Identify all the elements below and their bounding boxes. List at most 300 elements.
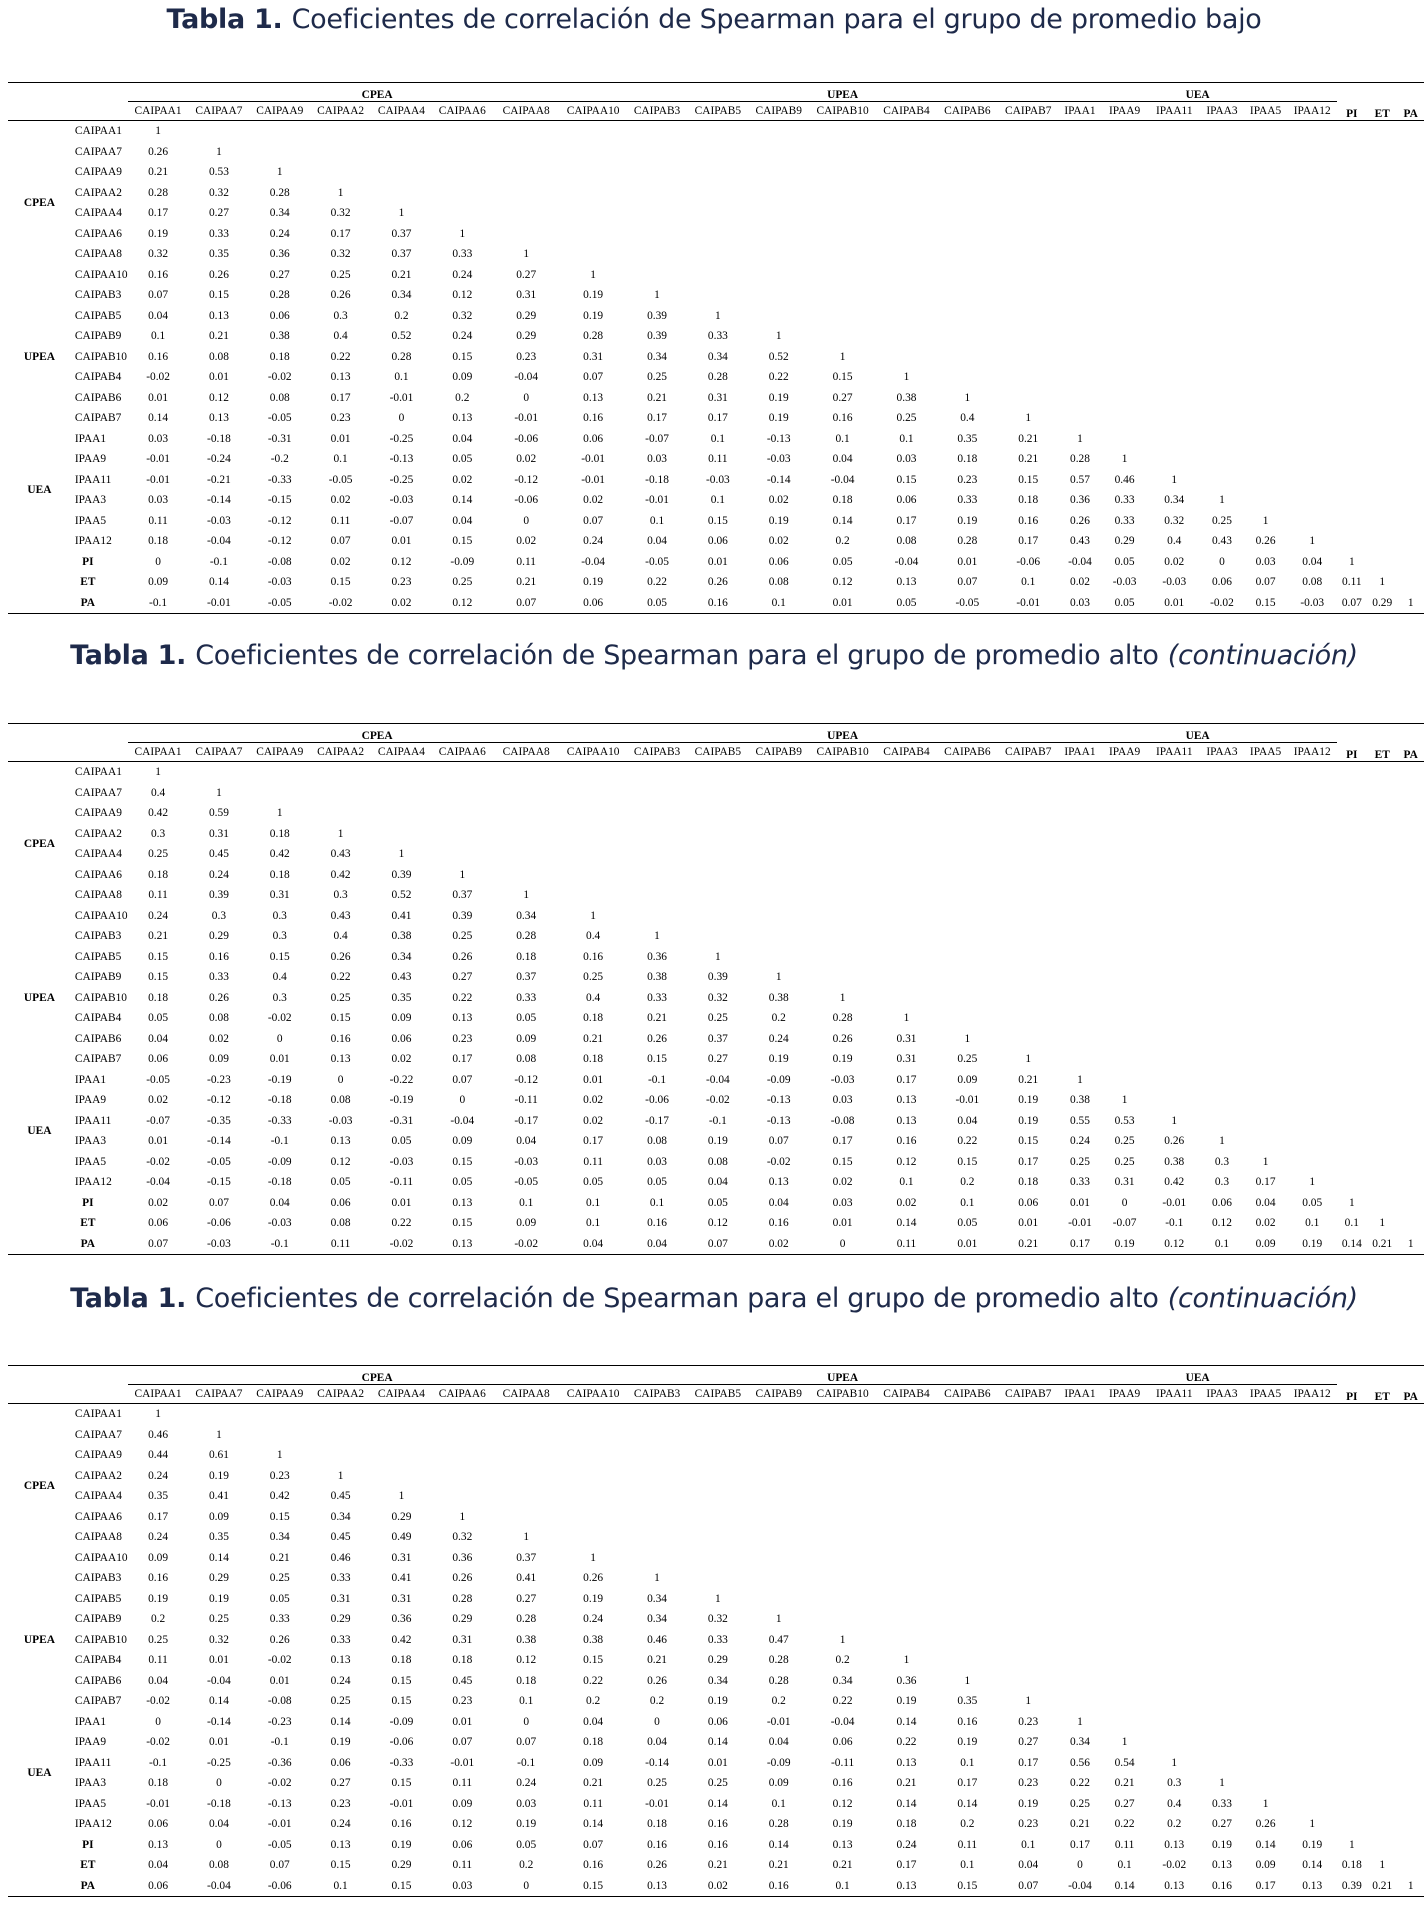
table-cell: 1 xyxy=(1379,1217,1386,1230)
table-cell: 0.07 xyxy=(128,1234,189,1255)
table-row xyxy=(8,162,1424,183)
table-cell: 0.12 xyxy=(432,593,493,614)
table-cell xyxy=(1337,1753,1367,1774)
table-cell: 0.26 xyxy=(1164,1135,1185,1148)
table-cell: 0.06 xyxy=(148,1818,169,1831)
table-cell xyxy=(1288,1712,1337,1733)
table-cell: 0.03 xyxy=(148,432,169,445)
table-cell: 0.2 xyxy=(150,1613,166,1626)
table-cell: 0.06 xyxy=(452,1838,473,1851)
table-cell xyxy=(1201,1630,1244,1651)
row-label: ET xyxy=(80,1859,96,1872)
table-cell xyxy=(1201,347,1244,368)
table-cell xyxy=(1201,885,1244,906)
table-cell xyxy=(809,926,876,947)
column-header: IPAA1 xyxy=(1059,743,1102,762)
table-cell: 0.12 xyxy=(832,576,853,589)
table-cell xyxy=(687,1425,748,1446)
table-cell: 0.17 xyxy=(1018,535,1039,548)
table-cell xyxy=(998,326,1059,347)
table-cell: 0.15 xyxy=(371,1876,432,1897)
table-cell xyxy=(1367,803,1397,824)
table-cell: 0.13 xyxy=(896,1094,917,1107)
table-cell xyxy=(310,783,371,804)
table-cell: 1 xyxy=(216,786,222,799)
row-label: CAIPAB7 xyxy=(74,1053,122,1066)
table-cell: 1 xyxy=(775,971,782,984)
table-cell: 0.11 xyxy=(452,1859,473,1872)
table-cell: -0.07 xyxy=(645,432,669,445)
table-cell xyxy=(1288,162,1337,183)
table-cell: 0.08 xyxy=(1302,576,1323,589)
table-cell xyxy=(1101,285,1148,306)
table-cell: 0.37 xyxy=(452,889,473,902)
table-cell: 1 xyxy=(398,207,405,220)
table-cell: -0.07 xyxy=(389,514,414,527)
table-cell: 0.14 xyxy=(1337,1234,1367,1255)
table-cell xyxy=(1288,906,1337,927)
table-cell xyxy=(876,844,937,865)
table-cell: 0.26 xyxy=(832,1032,853,1045)
table-cell xyxy=(1101,1445,1148,1466)
column-header: IPAA11 xyxy=(1148,743,1201,762)
table-cell xyxy=(748,1527,809,1548)
table-cell: 1 xyxy=(1171,1756,1178,1769)
table-row xyxy=(8,347,1424,368)
row-label: CAIPAB9 xyxy=(74,330,122,343)
table-cell: 1 xyxy=(839,991,846,1004)
table-cell: 0.26 xyxy=(330,289,351,302)
table-row xyxy=(8,1445,1424,1466)
table-cell xyxy=(1201,408,1244,429)
table-cell xyxy=(1288,1548,1337,1569)
table-cell: 0.15 xyxy=(1018,473,1039,486)
table-cell: 0.13 xyxy=(432,1234,493,1255)
table-cell: 0.11 xyxy=(1342,576,1362,589)
table-cell xyxy=(1288,183,1337,204)
table-cell xyxy=(1288,1630,1337,1651)
table-cell: -0.09 xyxy=(766,1756,791,1769)
table-cell: -0.02 xyxy=(706,1094,730,1107)
table-cell xyxy=(1337,844,1367,865)
table-cell: 1 xyxy=(276,166,283,179)
table-cell: 0.02 xyxy=(330,555,351,568)
table-cell: 0.35 xyxy=(957,1695,978,1708)
table-cell: 0.1 xyxy=(960,1196,975,1209)
table-cell xyxy=(1367,1609,1397,1630)
table-cell: 0.18 xyxy=(583,1012,604,1025)
table-cell xyxy=(1337,306,1367,327)
table-cell xyxy=(1367,1835,1397,1856)
table-cell: 0.04 xyxy=(516,1135,537,1148)
corner-cell xyxy=(8,724,128,762)
table-cell: 0.16 xyxy=(896,1135,917,1148)
table-cell xyxy=(1201,1486,1244,1507)
column-header: IPAA12 xyxy=(1288,102,1337,121)
table-cell xyxy=(809,906,876,927)
table-cell xyxy=(1337,1172,1367,1193)
table-cell xyxy=(627,1527,688,1548)
column-header: CAIPAA8 xyxy=(493,102,560,121)
table-cell: -0.03 xyxy=(267,1217,292,1230)
table-cell xyxy=(1059,762,1102,783)
table-cell: 0.32 xyxy=(707,991,728,1004)
table-cell: -0.03 xyxy=(189,1234,250,1255)
table-row xyxy=(8,1213,1424,1234)
table-cell xyxy=(1288,1486,1337,1507)
table-cell: 0.23 xyxy=(1018,1818,1039,1831)
table-cell: 1 xyxy=(1379,1859,1386,1872)
table-cell: 0.15 xyxy=(707,514,728,527)
table-cell xyxy=(1148,306,1201,327)
table-row xyxy=(8,1172,1424,1193)
table-cell xyxy=(432,203,493,224)
table-cell: 0.06 xyxy=(1211,576,1232,589)
table-row xyxy=(8,183,1424,204)
table-cell xyxy=(432,1466,493,1487)
table-cell: 0.17 xyxy=(647,412,667,425)
table-cell xyxy=(1243,470,1288,491)
table-cell: 1 xyxy=(155,766,161,779)
table-cell: 0.19 xyxy=(208,1469,229,1482)
table-cell xyxy=(1288,1507,1337,1528)
table-row xyxy=(8,1589,1424,1610)
table-cell: -0.04 xyxy=(207,1674,231,1687)
table-cell xyxy=(1148,1507,1201,1528)
table-cell xyxy=(493,162,560,183)
table-cell xyxy=(748,865,809,886)
table-cell: 0.17 xyxy=(957,1777,978,1790)
table-cell xyxy=(189,121,250,142)
table-cell: 1 xyxy=(1309,1818,1316,1831)
table-cell xyxy=(998,162,1059,183)
table-cell xyxy=(1059,367,1102,388)
table-cell xyxy=(1367,490,1397,511)
table-cell xyxy=(876,306,937,327)
table-cell: 1 xyxy=(337,1469,344,1482)
table-cell xyxy=(1243,285,1288,306)
table-cell xyxy=(1397,1172,1424,1193)
table-cell: -0.01 xyxy=(1068,1217,1092,1230)
table-cell xyxy=(1148,988,1201,1009)
row-label: ET xyxy=(80,576,96,589)
table-cell xyxy=(748,783,809,804)
table-cell: 0.18 xyxy=(832,494,853,507)
table-row xyxy=(8,470,1424,491)
table-cell: 0.39 xyxy=(208,889,229,902)
table-cell: 0.33 xyxy=(330,1572,351,1585)
table-cell: -0.02 xyxy=(267,1654,292,1667)
table-cell xyxy=(1243,824,1288,845)
table-row xyxy=(8,1548,1424,1569)
table-cell xyxy=(1201,1712,1244,1733)
table-cell xyxy=(1148,1029,1201,1050)
table-cell: 0.18 xyxy=(148,991,169,1004)
table-cell: 0.02 xyxy=(768,535,789,548)
column-header: CAIPAA6 xyxy=(432,743,493,762)
table-row xyxy=(8,865,1424,886)
table-cell: -0.33 xyxy=(389,1756,414,1769)
table-cell: -0.04 xyxy=(894,555,919,568)
table-cell: 0.37 xyxy=(391,227,412,240)
table-cell xyxy=(627,1507,688,1528)
column-header: CAIPAB4 xyxy=(876,743,937,762)
table-cell: 0.12 xyxy=(707,1217,728,1230)
table-cell xyxy=(1201,121,1244,142)
table-cell: -0.04 xyxy=(830,473,855,486)
table-cell xyxy=(1059,1630,1102,1651)
table-cell: 0.28 xyxy=(516,1613,537,1626)
table-cell xyxy=(1367,326,1397,347)
column-header: IPAA1 xyxy=(1059,1385,1102,1404)
column-header-pa: PA xyxy=(1397,1366,1424,1404)
table-cell xyxy=(1243,326,1288,347)
table-cell: 0.1 xyxy=(960,1756,975,1769)
table-cell: -0.11 xyxy=(514,1094,538,1107)
table-cell: -0.12 xyxy=(514,1073,539,1086)
table-cell xyxy=(1397,906,1424,927)
column-header: CAIPAA6 xyxy=(432,102,493,121)
table-cell: 0.14 xyxy=(707,1797,728,1810)
table-cell: 0.17 xyxy=(896,1073,917,1086)
table-cell xyxy=(1201,1008,1244,1029)
table-cell xyxy=(1288,1131,1337,1152)
table-cell xyxy=(432,844,493,865)
table-cell: 1 xyxy=(459,227,466,240)
table-cell xyxy=(998,967,1059,988)
table-cell: 0.02 xyxy=(748,1234,809,1255)
table-cell: 0.17 xyxy=(583,1135,604,1148)
table-cell: 0.02 xyxy=(330,494,351,507)
table-cell xyxy=(1148,762,1201,783)
table-row xyxy=(8,490,1424,511)
table-cell: -0.36 xyxy=(267,1756,292,1769)
table-cell: 1 xyxy=(1121,453,1128,466)
table-cell: -0.02 xyxy=(267,1777,292,1790)
table-cell xyxy=(1059,824,1102,845)
table-cell: -0.14 xyxy=(645,1756,669,1769)
table-cell: 0.21 xyxy=(516,576,537,589)
table-cell xyxy=(1201,1650,1244,1671)
table-cell: 0.19 xyxy=(1288,1234,1337,1255)
table-cell xyxy=(1288,824,1337,845)
table-cell: 0.3 xyxy=(272,909,287,922)
table-cell: 0.25 xyxy=(330,991,351,1004)
table-cell xyxy=(1367,142,1397,163)
column-header: CAIPAA4 xyxy=(371,102,432,121)
table-cell xyxy=(1288,265,1337,286)
table-cell: 0.02 xyxy=(452,473,473,486)
table-cell xyxy=(1148,824,1201,845)
table-cell: 0.16 xyxy=(583,412,604,425)
table-cell xyxy=(1201,470,1244,491)
table-cell xyxy=(1101,865,1148,886)
row-label: CAIPAA6 xyxy=(74,1510,122,1523)
table-cell xyxy=(1101,265,1148,286)
table-row xyxy=(8,203,1424,224)
table-cell xyxy=(1243,1507,1288,1528)
table-cell xyxy=(1367,1193,1397,1214)
row-label: PA xyxy=(8,1876,128,1897)
table-cell xyxy=(1288,1691,1337,1712)
column-header: IPAA1 xyxy=(1059,102,1102,121)
table-cell: -0.05 xyxy=(249,593,310,614)
table-cell: 0.21 xyxy=(647,391,667,404)
table-cell xyxy=(876,906,937,927)
table-cell xyxy=(1148,906,1201,927)
table-cell: 0.03 xyxy=(832,1094,853,1107)
table-cell: 0.15 xyxy=(452,350,473,363)
table-cell: 0.07 xyxy=(452,1736,473,1749)
table-cell: 0.09 xyxy=(957,1073,978,1086)
table-cell xyxy=(1337,224,1367,245)
table-cell: 0.25 xyxy=(330,1695,351,1708)
table-cell: 0.19 xyxy=(583,309,604,322)
table-cell xyxy=(998,142,1059,163)
table-cell xyxy=(1337,1131,1367,1152)
table-cell xyxy=(1148,142,1201,163)
table-cell xyxy=(1201,1070,1244,1091)
table-cell: -0.09 xyxy=(389,1715,414,1728)
table-cell: -0.23 xyxy=(267,1715,292,1728)
table-cell xyxy=(998,1650,1059,1671)
table-cell: 1 xyxy=(216,1428,222,1441)
table-cell xyxy=(1288,511,1337,532)
table-cell: -0.33 xyxy=(267,1114,292,1127)
table-cell: 0.03 xyxy=(647,453,667,466)
table-cell xyxy=(1288,1773,1337,1794)
corner-cell xyxy=(8,1366,128,1404)
table-cell: 0.04 xyxy=(452,432,473,445)
table-cell: -0.01 xyxy=(998,593,1059,614)
table-cell xyxy=(1288,1425,1337,1446)
table-cell: -0.04 xyxy=(1068,555,1092,568)
table-cell xyxy=(687,1527,748,1548)
table-cell: 1 xyxy=(1397,593,1424,614)
table-cell: -0.12 xyxy=(207,1094,231,1107)
group-header: UEA xyxy=(1059,83,1337,102)
table-cell: -0.01 xyxy=(645,1797,669,1810)
table-cell: 0.39 xyxy=(452,909,473,922)
table-row xyxy=(8,762,1424,783)
table-cell: 0.04 xyxy=(148,1859,169,1872)
table-cell xyxy=(1101,1671,1148,1692)
table-cell: 0.2 xyxy=(771,1695,786,1708)
table-cell xyxy=(876,967,937,988)
table-cell xyxy=(998,121,1059,142)
table-cell: 0.13 xyxy=(208,309,229,322)
table-cell xyxy=(1243,1404,1288,1425)
table-cell: 0.23 xyxy=(391,576,412,589)
table-cell xyxy=(1337,1527,1367,1548)
table-cell xyxy=(998,1609,1059,1630)
table-cell: -0.05 xyxy=(267,412,292,425)
table-cell: 0.14 xyxy=(832,514,853,527)
row-label: CAIPAB4 xyxy=(74,1654,122,1667)
table-cell xyxy=(1148,367,1201,388)
table-cell: 0.11 xyxy=(452,1777,473,1790)
table-cell xyxy=(1397,490,1424,511)
table-cell xyxy=(371,1445,432,1466)
table-cell xyxy=(1288,1090,1337,1111)
table-cell: 0.06 xyxy=(330,1196,351,1209)
row-label: CAIPAB9 xyxy=(74,971,122,984)
row-label: CAIPAA4 xyxy=(74,207,122,220)
table-cell xyxy=(560,1486,627,1507)
table-cell xyxy=(1059,224,1102,245)
table-cell: 0.05 xyxy=(330,1176,351,1189)
table-cell xyxy=(1397,1070,1424,1091)
table-cell xyxy=(560,162,627,183)
table-cell xyxy=(1101,1008,1148,1029)
table-cell xyxy=(1367,1507,1397,1528)
table-cell xyxy=(1288,326,1337,347)
table-cell: 1 xyxy=(715,950,721,963)
table-cell xyxy=(1288,347,1337,368)
table-cell: 0.01 xyxy=(583,1073,604,1086)
table-cell xyxy=(1059,1527,1102,1548)
table-cell xyxy=(998,265,1059,286)
table-cell: 1 xyxy=(1309,1176,1316,1189)
table-cell: 0.22 xyxy=(1070,1777,1090,1790)
table-cell: 0.21 xyxy=(768,1859,789,1872)
table-cell xyxy=(1397,1794,1424,1815)
table-cell: 0.32 xyxy=(1164,514,1185,527)
table-row xyxy=(8,1193,1424,1214)
table-cell xyxy=(1397,285,1424,306)
table-row xyxy=(8,988,1424,1009)
table-cell xyxy=(1367,306,1397,327)
table-cell xyxy=(687,162,748,183)
table-cell xyxy=(748,285,809,306)
table-cell: 0.22 xyxy=(330,971,351,984)
table-cell: -0.14 xyxy=(766,473,791,486)
table-cell: 0.16 xyxy=(583,950,604,963)
table-cell xyxy=(1148,1609,1201,1630)
table-cell xyxy=(1397,162,1424,183)
table-cell: -0.03 xyxy=(207,514,231,527)
table-cell: 0.06 xyxy=(896,494,917,507)
title-number: Tabla 1. xyxy=(70,1283,187,1314)
table-cell: 0.32 xyxy=(148,248,169,261)
table-cell xyxy=(1243,762,1288,783)
table-cell xyxy=(809,203,876,224)
table-cell xyxy=(998,803,1059,824)
table-cell: 0 xyxy=(523,1715,530,1728)
table-cell: 0.18 xyxy=(896,1818,917,1831)
column-header: CAIPAA8 xyxy=(493,1385,560,1404)
table-cell xyxy=(627,1548,688,1569)
table-cell: 0.08 xyxy=(330,1094,351,1107)
table-cell: 0.02 xyxy=(583,1094,604,1107)
table-cell xyxy=(1148,1548,1201,1569)
table-cell xyxy=(371,1425,432,1446)
row-group-label: UEA xyxy=(27,484,52,496)
table-cell xyxy=(876,1507,937,1528)
table-cell xyxy=(937,1507,998,1528)
table-cell xyxy=(998,1671,1059,1692)
table-cell xyxy=(1148,1466,1201,1487)
table-cell: 0.04 xyxy=(583,1715,604,1728)
table-cell: 0.22 xyxy=(330,350,351,363)
table-cell: 0.12 xyxy=(832,1797,853,1810)
table-cell xyxy=(1243,803,1288,824)
table-cell: 0.21 xyxy=(1114,1777,1135,1790)
table-cell xyxy=(1397,1835,1424,1856)
table-cell: 0.1 xyxy=(771,1797,786,1810)
table-cell: 0.22 xyxy=(391,1217,412,1230)
table-cell xyxy=(493,1507,560,1528)
